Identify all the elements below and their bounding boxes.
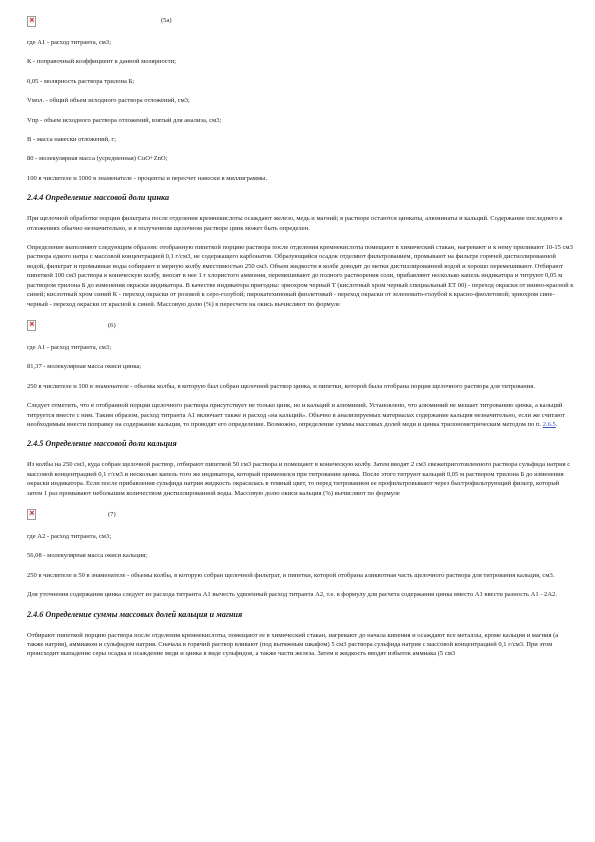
legend-line: 100 в числителе и 1000 в знаменателе - проценты и пересчет навески в миллиграммы.: [27, 174, 268, 182]
formula-number: (7): [108, 511, 116, 519]
legend-line: 250 в числителе и 50 в знаменателе - объемы колбы, в которую собран щелочной фильтрат, и пипетки, которой отобрана аликвотная часть щелочного раствора для титрования кальция, см3.: [27, 571, 555, 579]
legend-line: 0,05 - молярность раствора трилона Б;: [27, 77, 135, 85]
legend-line: 81,37 - молекулярная масса окиси цинка;: [27, 363, 142, 371]
formula-number: (5а): [161, 17, 172, 25]
broken-image-icon: [27, 16, 36, 27]
section-heading-calcium: 2.4.5 Определение массовой доли кальция: [27, 439, 177, 449]
paragraph: Из колбы на 250 см3, куда собран щелочной раствор, отбирают пипеткой 50 см3 раствора и помещают в коническую колбу. Затем вводят 2 см3 свежеприготовленного раствора сульфида натрия с массовой концентрацией 0,1 г/см3 и несколько капель того же индикатора, который применялся при титровании цинка. После этого титруют кальций 0,05 м раствором трилона Б до изменения окраски индикатора. Если после прибавления сульфида натрия жидкость окрасилась в темный цвет, то перед титрованием ее профильтровывают через быстрофильтрующий фильтр, который затем 1 раз промывают небольшим количеством дистиллированной воды. Массовую долю окиси кальция (%) вычисляют по формуле: [27, 461, 571, 497]
broken-image-icon: [27, 320, 36, 331]
section-heading-calcium-magnesium: 2.4.6 Определение суммы массовых долей кальция и магния: [27, 609, 243, 619]
legend-line: где А1 - расход титранта, см3;: [27, 343, 112, 351]
paragraph: Для уточнения содержания цинка следует из расхода титранта А1 вычесть удвоенный расход титранта А2, т.е. в формулу для расчета содержания цинка вместо А1 ввести разность А1 - 2А2.: [27, 591, 557, 599]
legend-line: В - масса навески отложений, г;: [27, 136, 116, 144]
broken-image-icon: [27, 509, 36, 520]
legend-line: где А2 - расход титранта, см3;: [27, 532, 112, 540]
paragraph: Отбирают пипеткой порцию раствора после отделения кремнекислоты, помещают ее в химический стакан, нагревают до начала кипения и осаждают все металлы, кроме кальция и магния (а также натрия), аммиаком и сульфидом натрия. Сначала в горячий раствор вливают (под вытяжным шкафом) 5 см3 раствора сульфида натрия с массовой концентрацией 0,1 г/см3. При этом происходит выпадение серы осадка и осаждение меди и цинка в виде сульфидов, а также части железа. Затем в жидкость вводят избыток аммиака (5 см3: [27, 631, 559, 658]
legend-line: Vпр - объем исходного раствора отложений, взятый для анализа, см3;: [27, 116, 222, 124]
formula-5a: [27, 14, 575, 28]
paragraph: Определение выполняют следующим образом: отобранную пипеткой порцию раствора после отделения кремнекислоты помещают в химический стакан, нагревают и к нему приливают 10-15 см3 раствора едкого натра с массовой концентрацией 0,1 г/см3, не содержащего карбонатов. Образующийся осадок отделяют фильтрованием, промывают на фильтре горячей дистиллированной водой, фильтрат и промывные воды собирают в мерную колбу вместимостью 250 см3. Объем жидкости в колбе доводят до метки дистиллированной водой и хорошо перемешивают. Отбирают пипеткой 100 см3 раствора в коническую колбу, вносят в нее 1 г хлористого аммония, перемешивают до полного растворения соли, прибавляют несколько капель индикатора и титруют 0,05 м раствором трилона Б до изменения окраски индикатора. В качестве индикатора пригодны: эриохром черный Т (кислотный хром черный специальный ЕТ 00) - переход окраски от винно-красной к синей; кислотный хром синий К - переход окраски от розовой к серо-голубой; пирокатехиновый фиолетовый - переход окраски от зеленовато-голубой к красно-фиолетовой; эриохром сине-черный - переход окраски от красной к синей. Массовую долю (%) в пересчете на окись вычисляют по формуле: [27, 244, 574, 308]
section-reference-link[interactable]: 2.6.5: [542, 420, 556, 428]
legend-line: 250 в числителе и 100 в знаменателе - объемы колбы, в которую был собран щелочной раствор цинка, и пипетки, которой была отобрана порция щелочного раствора для титрования.: [27, 382, 535, 390]
legend-line: 80 - молекулярная масса (усредненная) CuO+ZnO;: [27, 155, 168, 163]
paragraph-end: .: [555, 420, 558, 428]
legend-line: Vмол. - общий объем исходного раствора отложений, см3;: [27, 97, 190, 105]
paragraph-text: Следует отметить, что в отобранной порции щелочного раствора присутствует не только цинк, но и кальций и алюминий. Установлено, что алюминий не мешает титрованию цинка, а кальций титруется вместе с ним. Таким образом, расход титранта А1 включает также и расход «на кальций». Обычно в анализируемых материалах содержание кальция незначительно, если же считают необходимым внести поправку на содержание кальция, то проводят его определение. Возможно, определение суммы массовых долей меди и цинка трилонометрическим методом по п.: [27, 402, 565, 428]
legend-line: 56,08 - молекулярная масса окиси кальция;: [27, 552, 147, 560]
formula-6: [27, 319, 575, 333]
paragraph: [27, 401, 575, 429]
paragraph: При щелочной обработке порции фильтрата после отделения кремнекислоты осаждают железо, медь и магний; в растворе остаются цинкаты, алюминаты и кальций. Содержание последнего в отложениях обычно незначительно, и в полученном щелочном растворе цинк может быть определен.: [27, 215, 563, 232]
formula-number: (6): [108, 322, 116, 330]
legend-line: К - поправочный коэффициент к данной молярности;: [27, 58, 176, 66]
legend-line: где А1 - расход титранта, см3;: [27, 39, 112, 46]
formula-7: [27, 508, 575, 522]
section-heading-zinc: 2.4.4 Определение массовой доли цинка: [27, 193, 170, 203]
